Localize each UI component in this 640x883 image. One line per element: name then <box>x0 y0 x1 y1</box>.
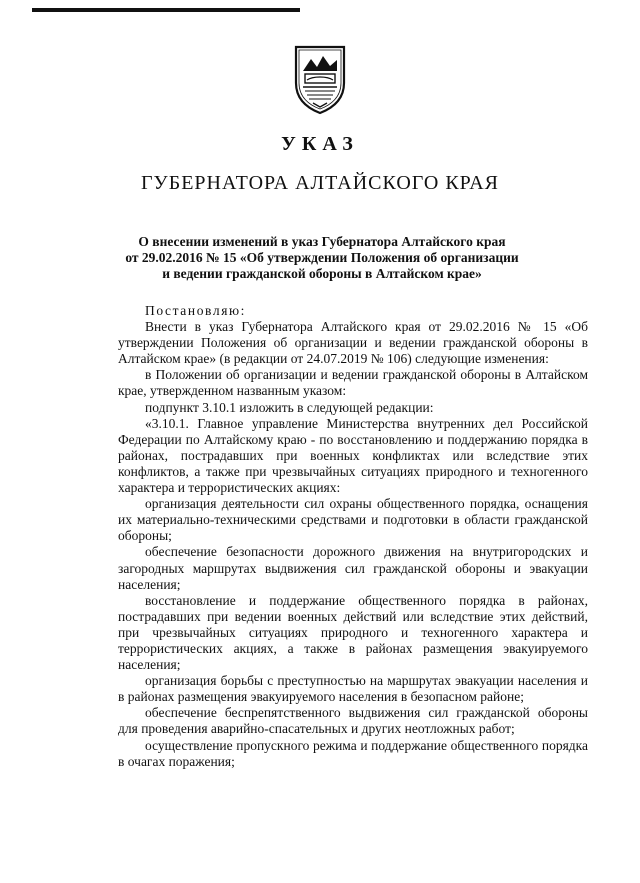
paragraph: подпункт 3.10.1 изложить в следующей редакции: <box>145 399 434 415</box>
document-title: УКАЗ <box>281 133 359 155</box>
document-body <box>118 303 588 770</box>
paragraph: восстановление и поддержание общественного порядка в районах, пострадавших при ведении военных действий или вследствие этих действий, при чрезвычайных ситуациях природного и техногенного характера и террористических акциях, а также в районах размещения эвакуируемого населения; <box>118 592 588 673</box>
paragraph: осуществление пропускного режима и поддержание общественного порядка в очагах поражения; <box>118 737 588 769</box>
heading-line: от 29.02.2016 № 15 «Об утверждении Положения об организации <box>125 250 519 265</box>
paragraph: организация борьбы с преступностью на маршрутах эвакуации населения и в районах размещения эвакуируемого населения в безопасном районе; <box>118 673 588 705</box>
paragraph: «3.10.1. Главное управление Министерства внутренних дел Российской Федерации по Алтайскому краю - по восстановлению и поддержанию порядка в районах, пострадавших при военных конфликтах или вследствие этих конфликтов, а также при чрезвычайных ситуациях природного и техногенного характера и террористических акциях: <box>118 415 588 496</box>
heading-line: О внесении изменений в указ Губернатора Алтайского края <box>138 234 506 249</box>
paragraph: обеспечение беспрепятственного выдвижения сил гражданской обороны для проведения аварийно-спасательных и других неотложных работ; <box>118 705 588 737</box>
document-heading <box>112 234 532 282</box>
document-subtitle: ГУБЕРНАТОРА АЛТАЙСКОГО КРАЯ <box>140 172 499 194</box>
header-rule <box>32 8 300 12</box>
paragraph: Внести в указ Губернатора Алтайского края от 29.02.2016 № 15 «Об утверждении Положения об организации и ведении гражданской обороны в Алтайском крае» (в редакции от 24.07.2019 № 106) следующие изменения: <box>118 319 588 367</box>
coat-of-arms-icon <box>293 45 347 115</box>
heading-line: и ведении гражданской обороны в Алтайском крае» <box>162 266 482 281</box>
paragraph: организация деятельности сил охраны общественного порядка, оснащения их материально-техническими средствами и подготовки в области гражданской обороны; <box>118 496 588 544</box>
paragraph: обеспечение безопасности дорожного движения на внутригородских и загородных маршрутах выдвижения сил гражданской обороны и эвакуации населения; <box>118 544 588 592</box>
paragraph: в Положении об организации и ведении гражданской обороны в Алтайском крае, утвержденном названным указом: <box>118 367 588 399</box>
paragraph-decree: Постановляю: <box>145 303 247 318</box>
